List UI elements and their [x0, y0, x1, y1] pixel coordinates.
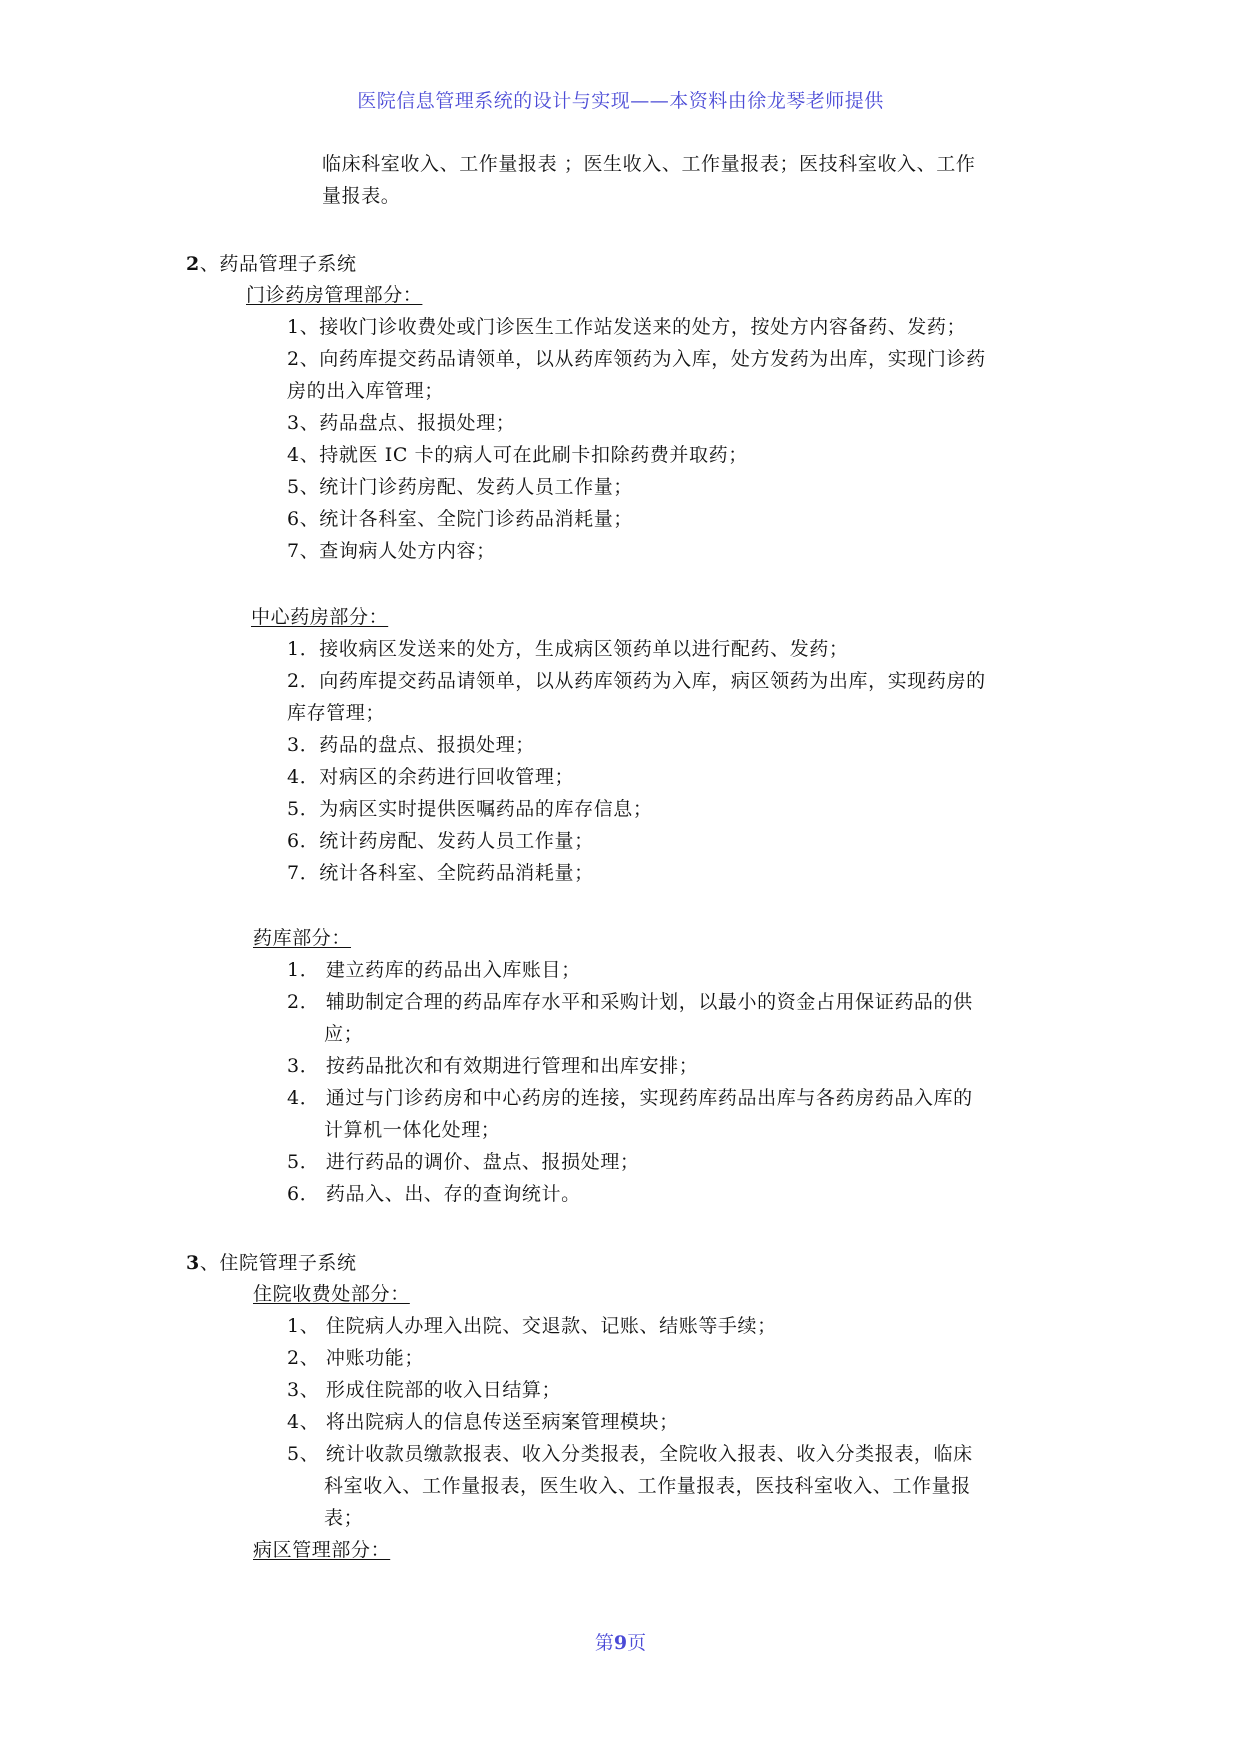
list-item: 2、向药库提交药品请领单，以从药库领药为入库，处方发药为出库，实现门诊药 — [287, 348, 986, 370]
list-item: 5、 统计收款员缴款报表、收入分类报表，全院收入报表、收入分类报表，临床 — [287, 1443, 973, 1465]
list-item: 库存管理； — [287, 702, 386, 724]
list-item: 7、查询病人处方内容； — [287, 540, 496, 562]
list-item: 2． 辅助制定合理的药品库存水平和采购计划，以最小的资金占用保证药品的供 — [287, 991, 973, 1013]
list-item: 表； — [324, 1507, 364, 1529]
list-item: 1．接收病区发送来的处方，生成病区领药单以进行配药、发药； — [287, 638, 849, 660]
intro-line: 量报表。 — [322, 185, 401, 207]
warehouse-heading: 药库部分： — [253, 927, 352, 949]
intro-line: 临床科室收入、工作量报表 ；医生收入、工作量报表；医技科室收入、工作 — [322, 153, 976, 175]
list-item: 3、药品盘点、报损处理； — [287, 412, 516, 434]
inpatient-billing-heading: 住院收费处部分： — [253, 1283, 410, 1305]
footer-suffix: 页 — [627, 1632, 647, 1654]
list-item: 3．药品的盘点、报损处理； — [287, 734, 535, 756]
section-3-title — [186, 1249, 357, 1277]
list-item: 3． 按药品批次和有效期进行管理和出库安排； — [287, 1055, 699, 1077]
outpatient-pharmacy-heading: 门诊药房管理部分： — [246, 284, 423, 306]
list-item: 计算机一体化处理； — [324, 1119, 501, 1141]
list-item: 1、接收门诊收费处或门诊医生工作站发送来的处方，按处方内容备药、发药； — [287, 316, 967, 338]
list-item: 5． 进行药品的调价、盘点、报损处理； — [287, 1151, 640, 1173]
list-item: 6． 药品入、出、存的查询统计。 — [287, 1183, 581, 1205]
page-footer — [0, 1628, 1241, 1655]
section-title-text: 、住院管理子系统 — [199, 1252, 357, 1274]
footer-prefix: 第 — [594, 1632, 614, 1654]
list-item: 1． 建立药库的药品出入库账目； — [287, 959, 581, 981]
list-item: 应； — [324, 1023, 364, 1045]
list-item: 7．统计各科室、全院药品消耗量； — [287, 862, 594, 884]
list-item: 6、统计各科室、全院门诊药品消耗量； — [287, 508, 633, 530]
central-pharmacy-heading: 中心药房部分： — [251, 606, 389, 628]
section-number: 2 — [186, 253, 200, 275]
list-item: 6．统计药房配、发药人员工作量； — [287, 830, 594, 852]
ward-management-heading: 病区管理部分： — [253, 1539, 391, 1561]
section-title-text: 、药品管理子系统 — [199, 253, 357, 275]
list-item: 5．为病区实时提供医嘱药品的库存信息； — [287, 798, 653, 820]
list-item: 4、持就医 IC 卡的病人可在此刷卡扣除药费并取药； — [287, 444, 748, 466]
list-item: 房的出入库管理； — [287, 380, 444, 402]
section-2-title — [186, 250, 357, 278]
list-item: 5、统计门诊药房配、发药人员工作量； — [287, 476, 633, 498]
list-item: 4．对病区的余药进行回收管理； — [287, 766, 575, 788]
list-item: 1、 住院病人办理入出院、交退款、记账、结账等手续； — [287, 1315, 777, 1337]
page-header: 医院信息管理系统的设计与实现——本资料由徐龙琴老师提供 — [357, 90, 884, 112]
list-item: 3、 形成住院部的收入日结算； — [287, 1379, 562, 1401]
list-item: 2．向药库提交药品请领单，以从药库领药为入库，病区领药为出库，实现药房的 — [287, 670, 986, 692]
page-number: 9 — [613, 1632, 628, 1654]
list-item: 科室收入、工作量报表，医生收入、工作量报表，医技科室收入、工作量报 — [324, 1475, 971, 1497]
list-item: 4． 通过与门诊药房和中心药房的连接，实现药库药品出库与各药房药品入库的 — [287, 1087, 973, 1109]
list-item: 4、 将出院病人的信息传送至病案管理模块； — [287, 1411, 679, 1433]
section-number: 3 — [186, 1252, 200, 1274]
list-item: 2、 冲账功能； — [287, 1347, 424, 1369]
